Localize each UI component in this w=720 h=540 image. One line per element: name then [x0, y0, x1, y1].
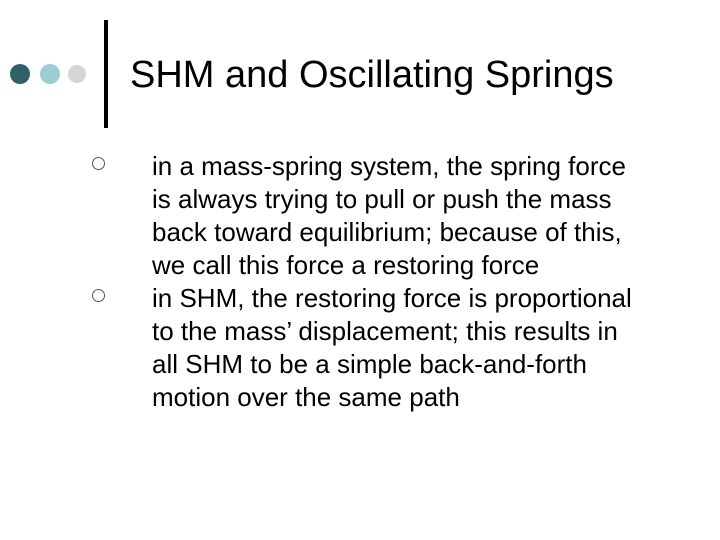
gray-dot-icon	[68, 65, 86, 83]
bullet-text: in SHM, the restoring force is proportional to the mass’ displacement; this results in all SHM to be a simple back-and-forth motion over the same path	[152, 283, 632, 412]
bullet-list	[56, 150, 676, 414]
light-teal-dot-icon	[40, 64, 60, 84]
bullet-item	[56, 282, 676, 414]
dark-teal-dot-icon	[10, 64, 30, 84]
slide-title: SHM and Oscillating Springs	[130, 54, 614, 96]
hollow-circle-bullet-icon	[92, 289, 105, 302]
hollow-circle-bullet-icon	[92, 157, 105, 170]
bullet-text: in a mass-spring system, the spring force is always trying to pull or push the mass back toward equilibrium; because of this, we call this force a restoring force	[152, 151, 626, 280]
decorative-dots	[10, 64, 100, 84]
title-divider	[104, 20, 108, 128]
bullet-item	[56, 150, 676, 282]
